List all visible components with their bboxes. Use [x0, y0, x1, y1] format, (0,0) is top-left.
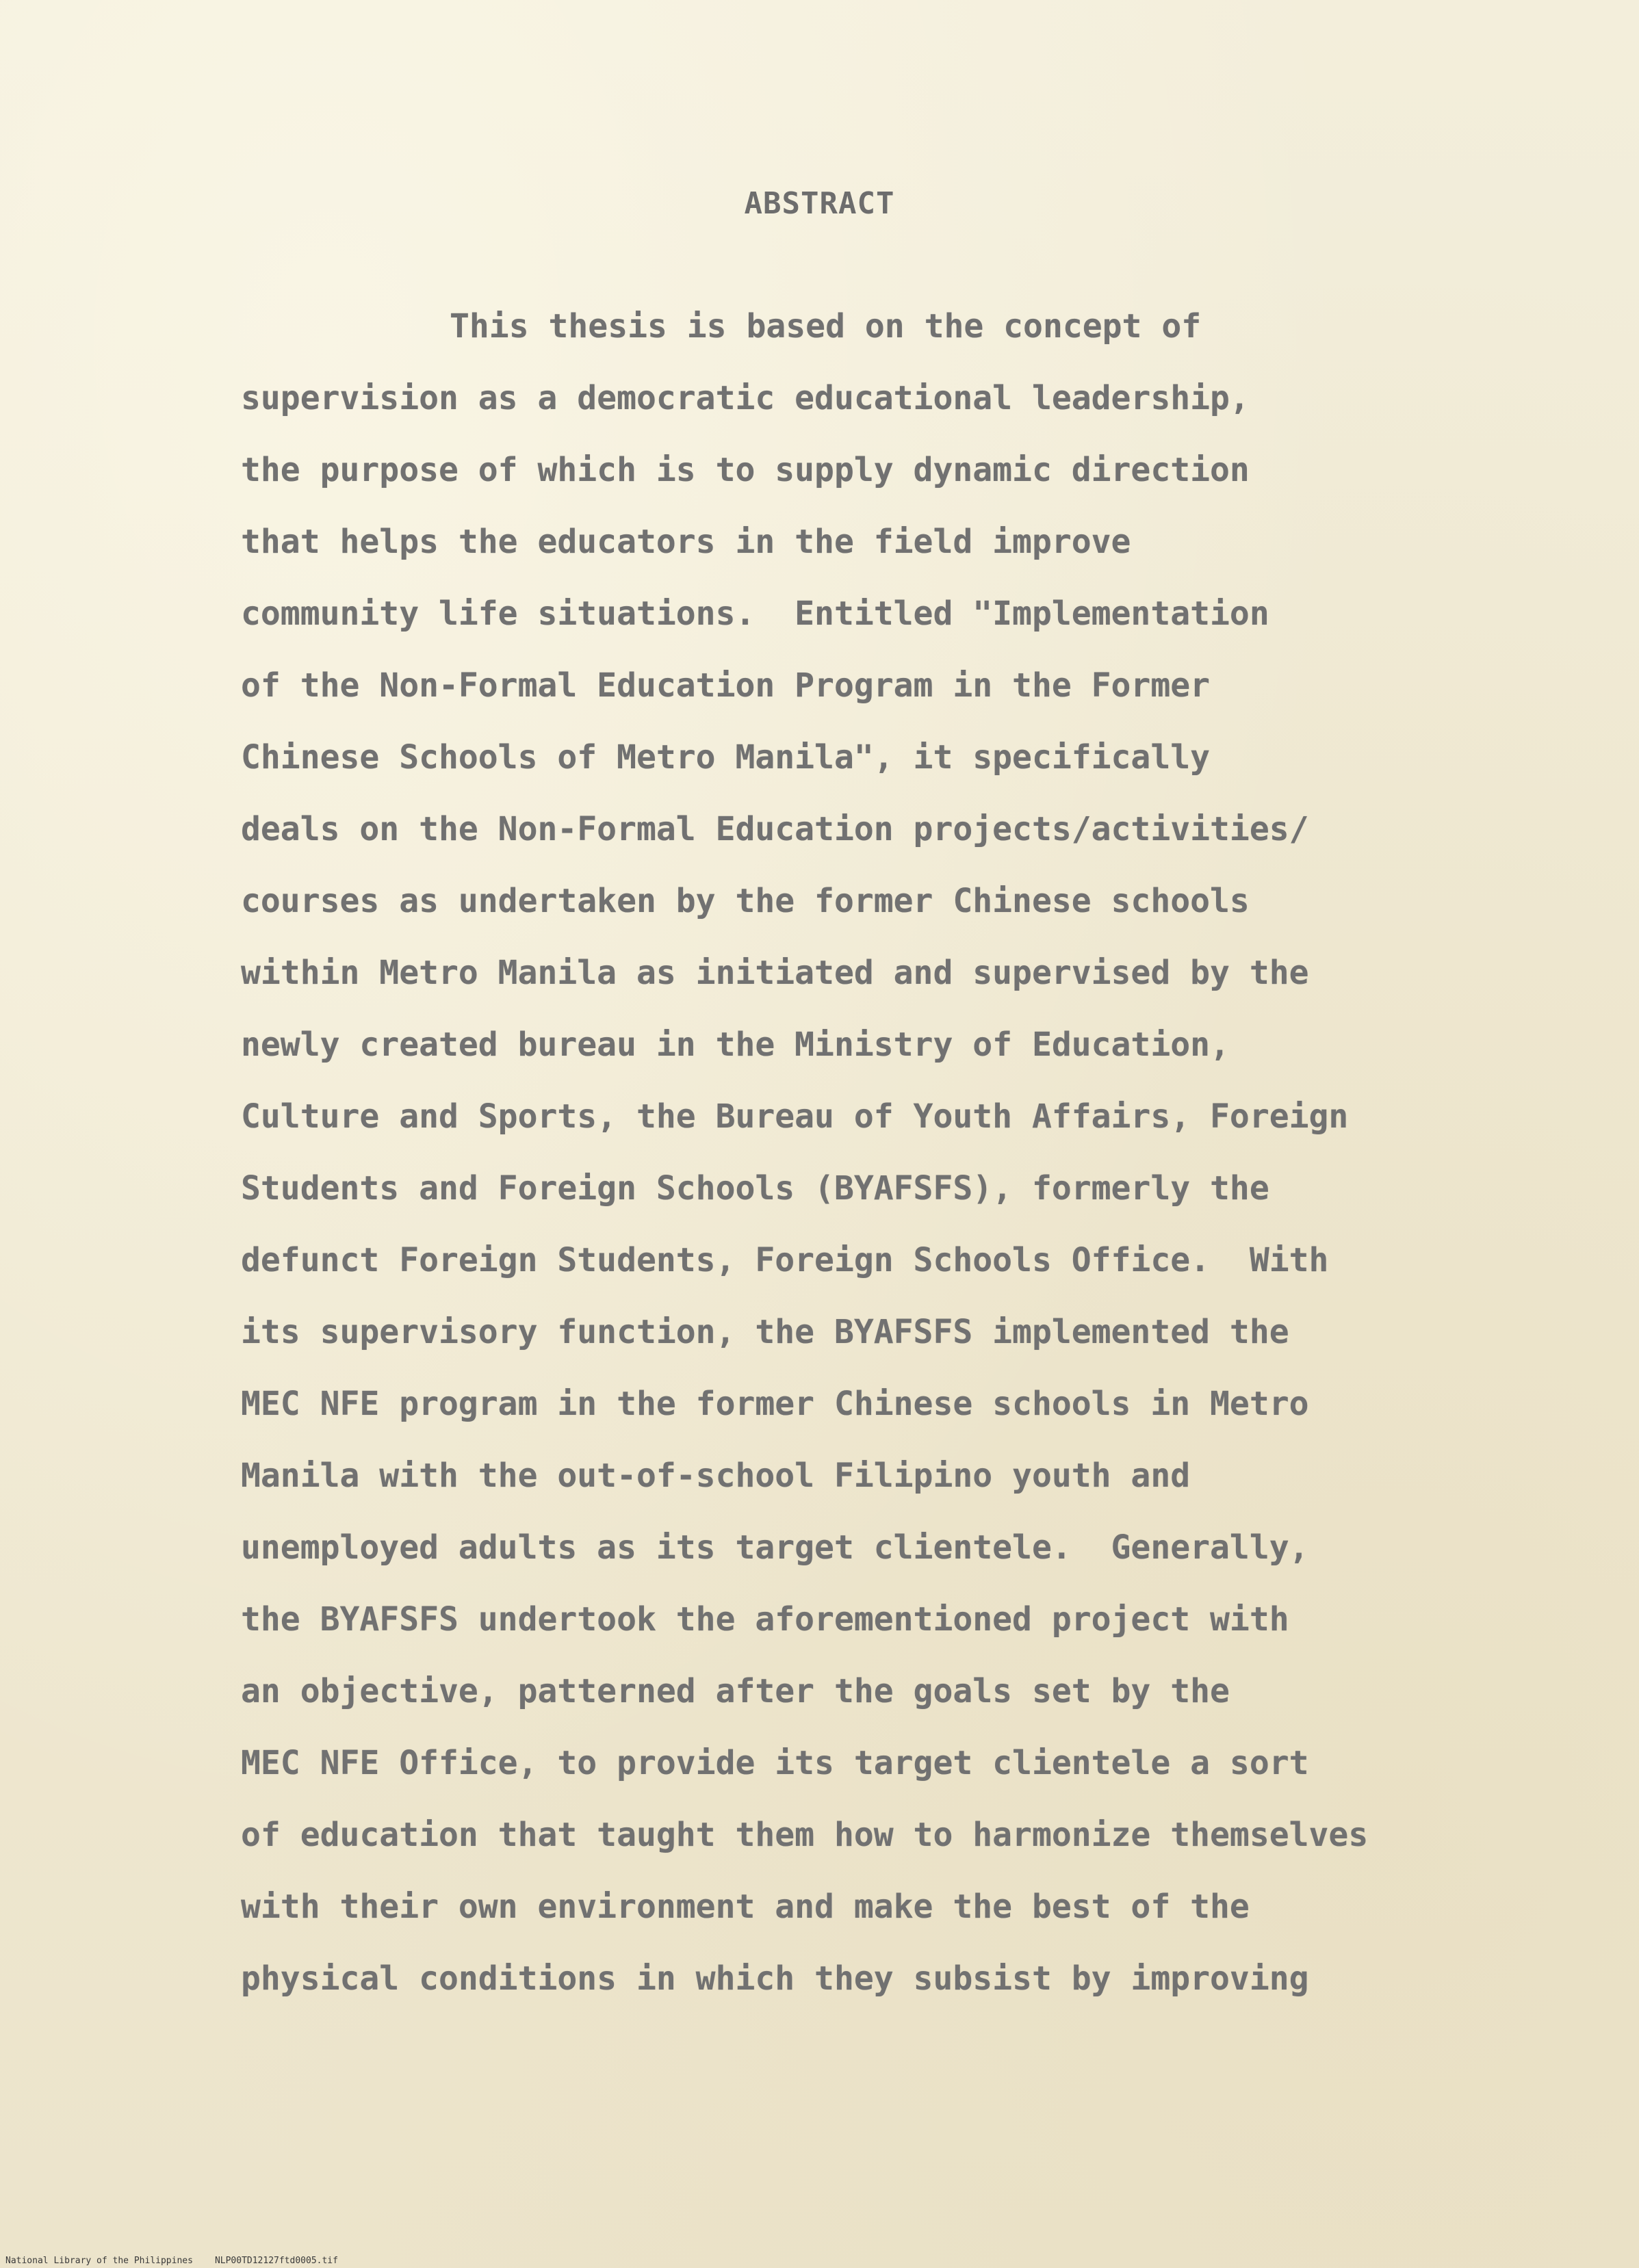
text-line: courses as undertaken by the former Chinese schools [241, 882, 1250, 920]
text-line: within Metro Manila as initiated and supervised by the [241, 954, 1309, 992]
abstract-heading: ABSTRACT [744, 186, 895, 221]
text-line: an objective, patterned after the goals set by the [241, 1672, 1230, 1710]
text-line: MEC NFE Office, to provide its target clientele a sort [241, 1744, 1309, 1782]
text-line: deals on the Non-Formal Education projects/activities/ [241, 810, 1309, 848]
text-line: the BYAFSFS undertook the aforementioned project with [241, 1600, 1289, 1639]
text-line: Culture and Sports, the Bureau of Youth Affairs, Foreign [241, 1097, 1349, 1136]
text-line: that helps the educators in the field improve [241, 523, 1131, 561]
text-line: Manila with the out-of-school Filipino youth and [241, 1457, 1191, 1495]
text-line: its supervisory function, the BYAFSFS implemented the [241, 1313, 1289, 1351]
text-line: of education that taught them how to harmonize themselves [241, 1816, 1369, 1854]
text-line: Chinese Schools of Metro Manila", it specifically [241, 738, 1211, 777]
scan-footer [5, 2256, 338, 2266]
abstract-body [241, 291, 1555, 2015]
scan-filename: NLP00TD12127ftd0005.tif [214, 2256, 338, 2266]
text-line: unemployed adults as its target clientele. Generally, [241, 1528, 1309, 1567]
text-line: with their own environment and make the best of the [241, 1888, 1250, 1926]
text-line: This thesis is based on the concept of [450, 307, 1202, 346]
text-line: newly created bureau in the Ministry of Education, [241, 1026, 1230, 1064]
text-line: Students and Foreign Schools (BYAFSFS), formerly the [241, 1169, 1269, 1208]
text-line: physical conditions in which they subsist by improving [241, 1959, 1309, 1998]
text-line: supervision as a democratic educational leadership, [241, 379, 1250, 417]
text-line: of the Non-Formal Education Program in the Former [241, 666, 1211, 705]
text-line: MEC NFE program in the former Chinese schools in Metro [241, 1385, 1309, 1423]
text-line: the purpose of which is to supply dynamic direction [241, 451, 1250, 489]
text-line: community life situations. Entitled "Implementation [241, 595, 1269, 633]
text-line: defunct Foreign Students, Foreign Schools Office. With [241, 1241, 1329, 1279]
library-credit: National Library of the Philippines [5, 2256, 193, 2266]
